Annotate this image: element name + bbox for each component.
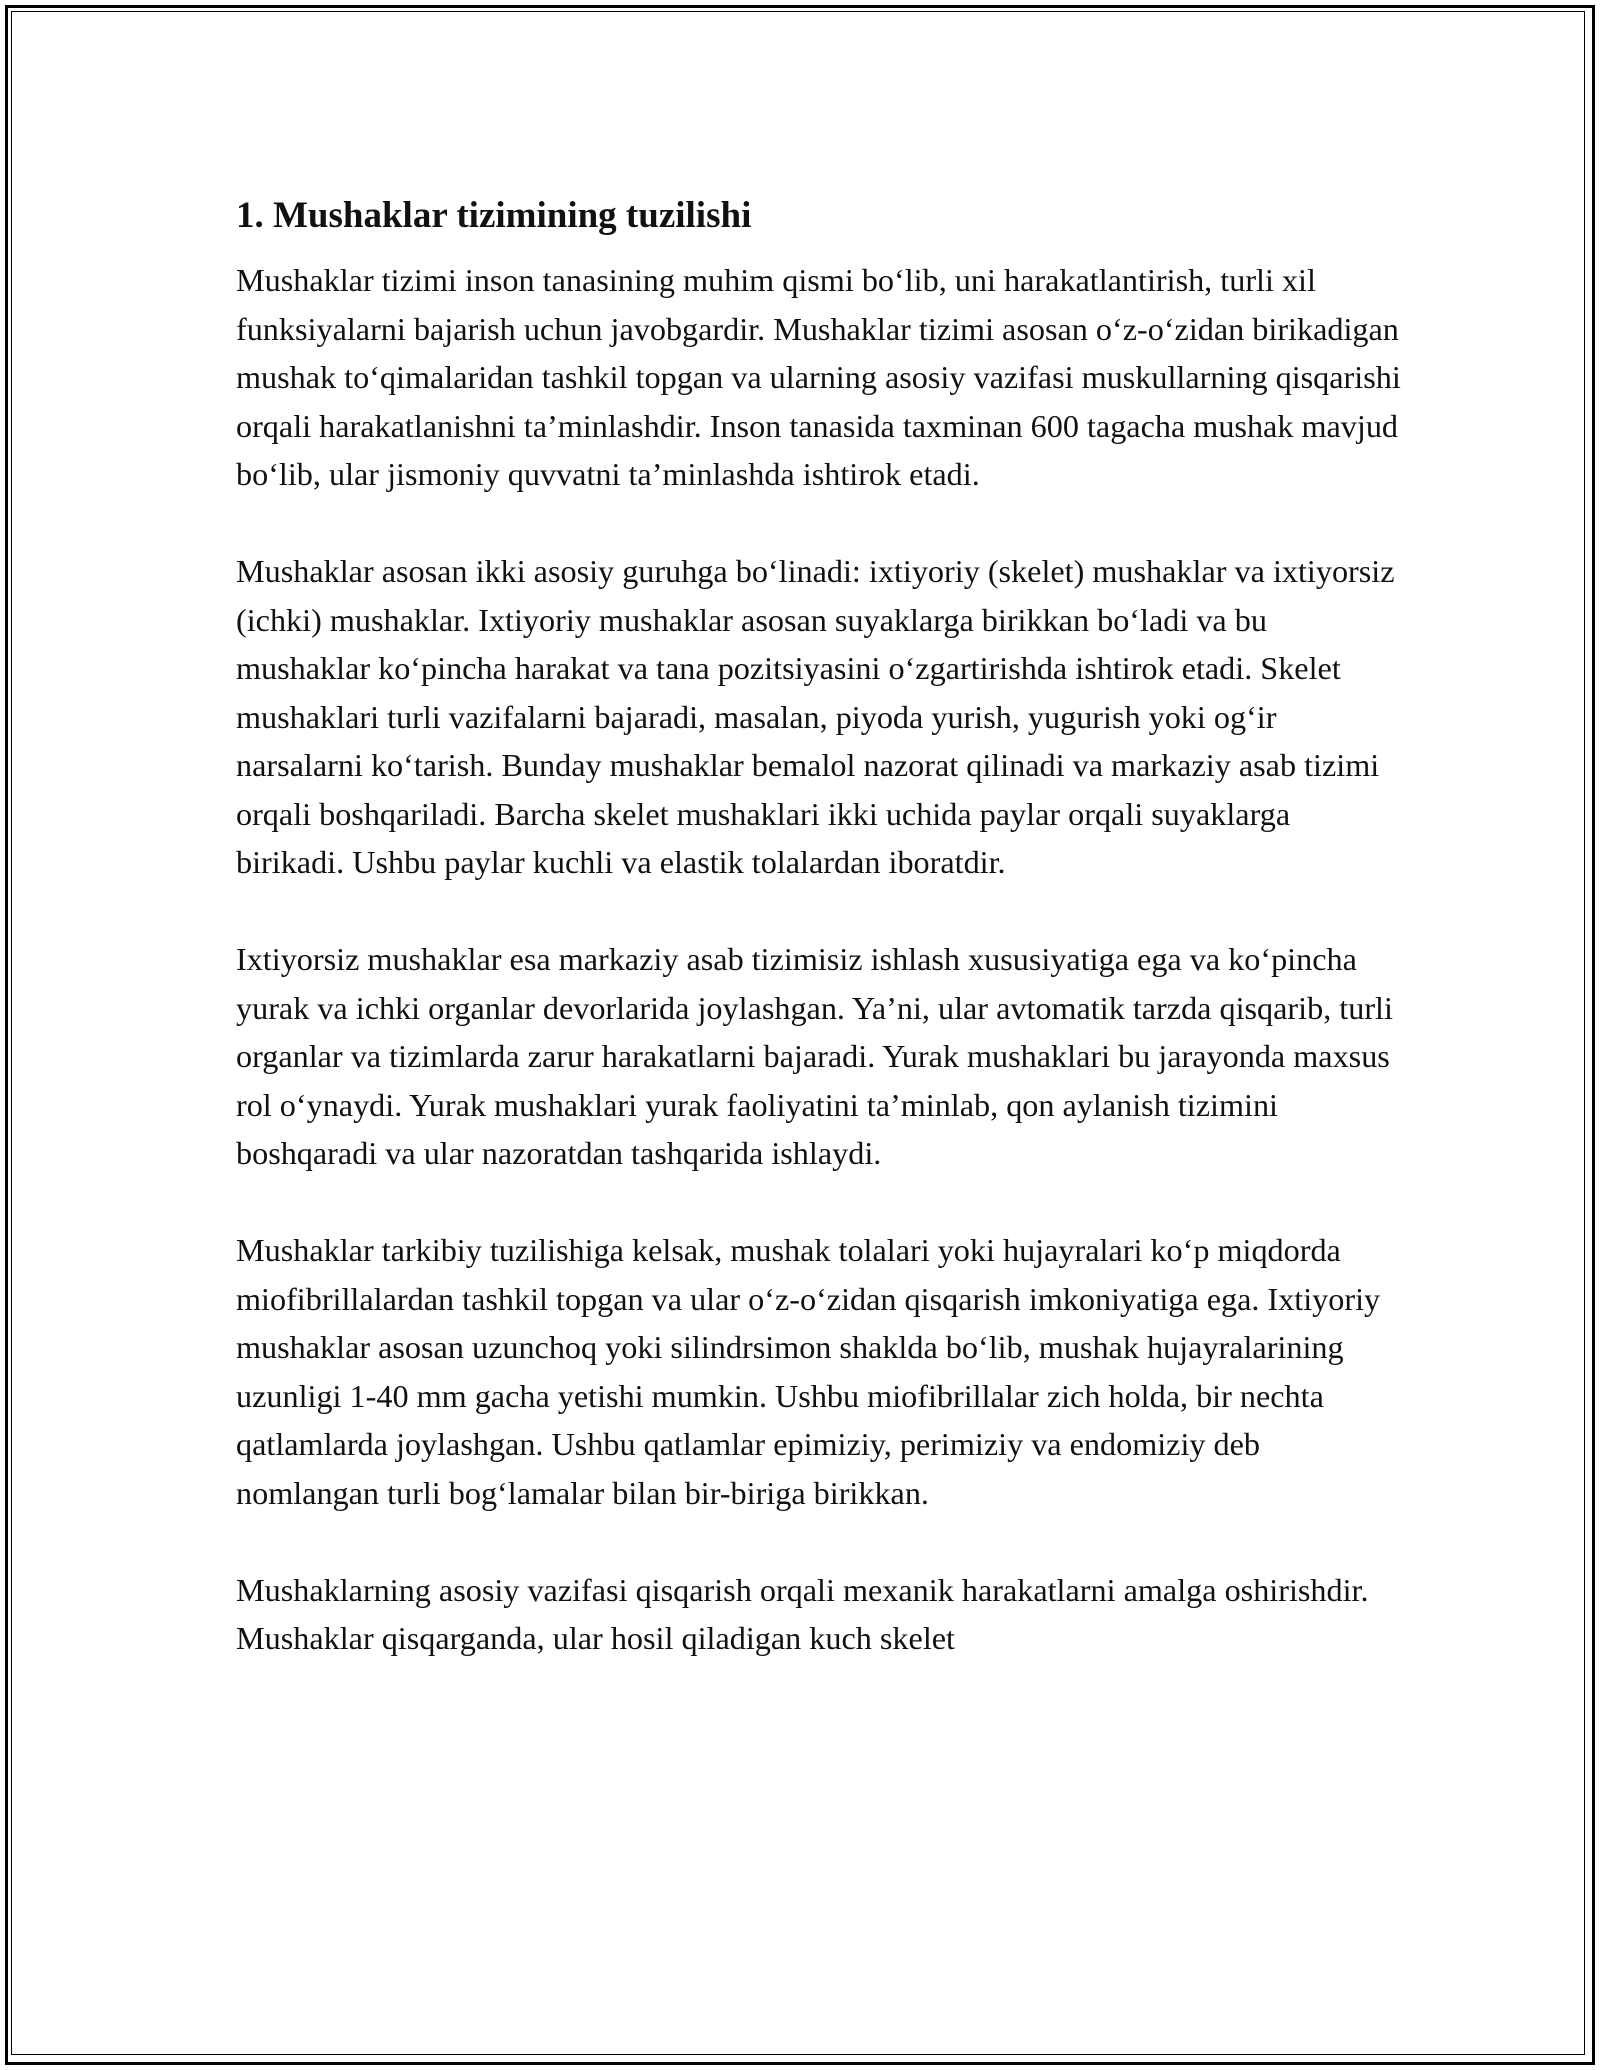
document-body	[236, 188, 1401, 1711]
paragraph-2: Mushaklar asosan ikki asosiy guruhga bo‘linadi: ixtiyoriy (skelet) mushaklar va ixtiyorsiz (ichki) mushaklar. Ixtiyoriy mushaklar asosan suyaklarga birikkan bo‘ladi va bu mushaklar ko‘pincha harakat va tana pozitsiyasini o‘zgartirishda ishtirok etadi. Skelet mushaklari turli vazifalarni bajaradi, masalan, piyoda yurish, yugurish yoki og‘ir narsalarni ko‘tarish. Bunday mushaklar bemalol nazorat qilinadi va markaziy asab tizimi orqali boshqariladi. Barcha skelet mushaklari ikki uchida paylar orqali suyaklarga birikadi. Ushbu paylar kuchli va elastik tolalardan iboratdir.	[236, 553, 1395, 880]
paragraph-4: Mushaklar tarkibiy tuzilishiga kelsak, mushak tolalari yoki hujayralari ko‘p miqdorda miofibrillalardan tashkil topgan va ular o‘z-o‘zidan qisqarish imkoniyatiga ega. Ixtiyoriy mushaklar asosan uzunchoq yoki silindrsimon shaklda bo‘lib, mushak hujayralarining uzunligi 1-40 mm gacha yetishi mumkin. Ushbu miofibrillalar zich holda, bir nechta qatlamlarda joylashgan. Ushbu qatlamlar epimiziy, perimiziy va endomiziy deb nomlangan turli bog‘lamalar bilan bir-biriga birikkan.	[236, 1232, 1381, 1511]
paragraph-1: Mushaklar tizimi inson tanasining muhim qismi bo‘lib, uni harakatlantirish, turli xil funksiyalarni bajarish uchun javobgardir. Mushaklar tizimi asosan o‘z-o‘zidan birikadigan mushak to‘qimalaridan tashkil topgan va ularning asosiy vazifasi muskullarning qisqarishi orqali harakatlanishni ta’minlashdir. Inson tanasida taxminan 600 tagacha mushak mavjud bo‘lib, ular jismoniy quvvatni ta’minlashda ishtirok etadi.	[236, 262, 1401, 492]
paragraph-5: Mushaklarning asosiy vazifasi qisqarish orqali mexanik harakatlarni amalga oshirishdir. Mushaklar qisqarganda, ular hosil qiladigan kuch skelet	[236, 1571, 1369, 1656]
paragraph-3: Ixtiyorsiz mushaklar esa markaziy asab tizimisiz ishlash xususiyatiga ega va ko‘pincha yurak va ichki organlar devorlarida joylashgan. Ya’ni, ular avtomatik tarzda qisqarib, turli organlar va tizimlarda zarur harakatlarni bajaradi. Yurak mushaklari bu jarayonda maxsus rol o‘ynaydi. Yurak mushaklari yurak faoliyatini ta’minlab, qon aylanish tizimini boshqaradi va ular nazoratdan tashqarida ishlaydi.	[236, 941, 1393, 1171]
section-heading: 1. Mushaklar tizimining tuzilishi	[236, 195, 752, 236]
